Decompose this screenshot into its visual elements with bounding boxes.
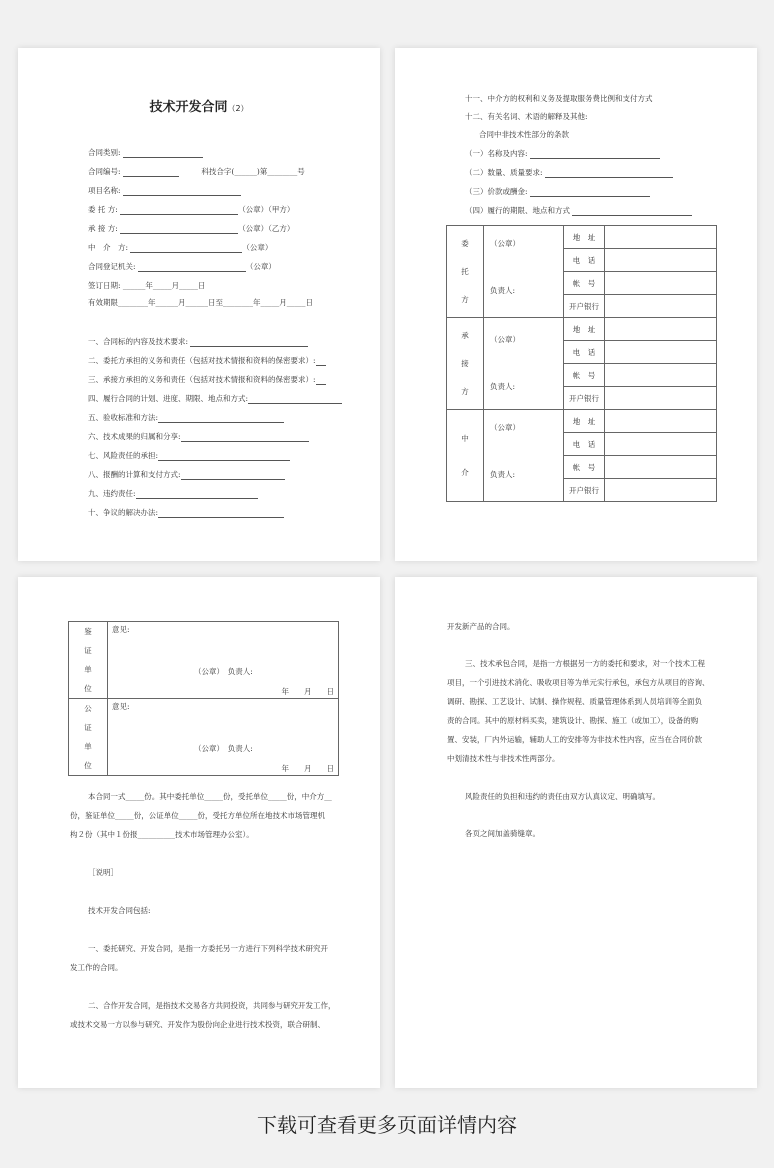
clause-1: 一、合同标的内容及技术要求: <box>88 337 308 347</box>
seal-note: 各页之间加盖骑缝章。 <box>465 829 540 838</box>
info-value <box>605 272 717 295</box>
copies-line-3: 构２份（其中１份报__________技术市场管理办公室）。 <box>70 830 254 839</box>
unit-cell: 公 证 单 位 <box>69 699 108 776</box>
risk-note: 风险责任的负担和违约的责任由双方认真议定、明确填写。 <box>465 792 660 801</box>
contract-page-2 <box>395 48 757 561</box>
info-label: 地 址 <box>564 226 605 249</box>
note-intro: 技术开发合同包括: <box>88 906 151 915</box>
copies-line-2: 份，鉴证单位_____份，公证单位_____份，受托方单位所在地技术市场管理机 <box>70 811 325 820</box>
copies-line-1: 本合同一式_____份。其中委托单位_____份，受托单位_____份，中介方__ <box>88 792 332 801</box>
unit-cell: 鉴 证 单 位 <box>69 622 108 699</box>
non-technical-subtitle: 合同中非技术性部分的条款 <box>479 130 569 139</box>
seal-cell: （公章） 负责人: <box>484 410 564 502</box>
party-info-table <box>446 225 717 502</box>
field-contract-type: 合同类别: <box>88 148 203 158</box>
download-caption: 下载可查看更多页面详情内容 <box>257 1113 517 1137</box>
info-value <box>605 341 717 364</box>
note-title: ［说明］ <box>88 868 118 877</box>
field-contractor: 承 接 方: （公章）（乙方） <box>88 224 295 233</box>
party-cell: 中 介 <box>447 410 484 502</box>
clause-12: 十二、有关名词、术语的解释及其他: <box>465 112 588 121</box>
clause-11: 十一、中介方的权利和义务及提取服务费比例和支付方式 <box>465 94 653 103</box>
field-contract-number: 合同编号: 科技合字(______)第________号 <box>88 167 305 176</box>
info-label: 开户银行 <box>564 295 605 318</box>
contract-page-1 <box>18 48 380 561</box>
clause-3: 三、承接方承担的义务和责任（包括对技术情报和资料的保密要求）: <box>88 375 326 385</box>
note-1-line-2: 发工作的合同。 <box>70 963 123 972</box>
field-sign-date: 签订日期: ______年_____月_____日 <box>88 281 206 290</box>
note-2-line-2: 或技术交易一方以参与研究、开发作为股份向企业进行技术投资，联合研制、 <box>70 1020 325 1029</box>
item-term: （四）履行的期限、地点和方式 <box>465 206 692 216</box>
info-value <box>605 456 717 479</box>
info-value <box>605 318 717 341</box>
clause-7: 七、风险责任的承担: <box>88 451 290 461</box>
info-label: 开户银行 <box>564 387 605 410</box>
info-value <box>605 226 717 249</box>
info-value <box>605 295 717 318</box>
clause-8: 八、报酬的计算和支付方式: <box>88 470 285 480</box>
title-text: 技术开发合同 <box>149 100 228 115</box>
field-project-name: 项目名称: <box>88 186 241 196</box>
info-label: 地 址 <box>564 318 605 341</box>
opinion-cell: 意见: （公章） 负责人: 年 月 日 <box>108 699 339 776</box>
item-name: （一）名称及内容: <box>465 149 660 159</box>
table-row <box>447 410 717 433</box>
info-label: 帐 号 <box>564 364 605 387</box>
table-row <box>447 318 717 341</box>
seal-cell: （公章） 负责人: <box>484 226 564 318</box>
clause-3-line-6: 中划清技术性与非技术性两部分。 <box>447 754 560 763</box>
info-label: 帐 号 <box>564 272 605 295</box>
table-row <box>69 699 339 776</box>
note-1-line-1: 一、委托研究、开发合同，是指一方委托另一方进行下列科学技术研究开 <box>88 944 328 953</box>
clause-3-line-2: 项目，一个引进技术消化、吸收项目等为单元实行承包，承包方从项目的咨询、 <box>447 678 710 687</box>
continued-line: 开发新产品的合同。 <box>447 622 515 631</box>
party-cell: 承 接 方 <box>447 318 484 410</box>
clause-3-line-1: 三、技术承包合同，是指一方根据另一方的委托和要求，对一个技术工程 <box>465 659 705 668</box>
seal-cell: （公章） 负责人: <box>484 318 564 410</box>
info-label: 地 址 <box>564 410 605 433</box>
info-value <box>605 410 717 433</box>
party-cell: 委 托 方 <box>447 226 484 318</box>
clause-3-line-3: 调研、勘探、工艺设计、试制、操作规程、质量管理体系到人员培训等全面负 <box>447 697 702 706</box>
note-2-line-1: 二、合作开发合同，是指技术交易各方共同投资，共同参与研究开发工作， <box>88 1001 336 1010</box>
item-quantity: （二）数量、质量要求: <box>465 168 673 178</box>
clause-5: 五、验收标准和方法: <box>88 413 284 423</box>
info-value <box>605 387 717 410</box>
opinion-cell: 意见: （公章） 负责人: 年 月 日 <box>108 622 339 699</box>
title-suffix: （2） <box>227 104 249 113</box>
info-label: 开户银行 <box>564 479 605 502</box>
info-value <box>605 479 717 502</box>
clause-3-line-4: 责的合同。其中的原材料买卖，建筑设计、勘探、施工（或加工），设备的购 <box>447 716 699 725</box>
clause-2: 二、委托方承担的义务和责任（包括对技术情报和资料的保密要求）: <box>88 356 326 366</box>
info-value <box>605 364 717 387</box>
contract-page-4 <box>395 577 757 1088</box>
certification-table <box>68 621 339 776</box>
info-label: 电 话 <box>564 433 605 456</box>
item-price: （三）价款或酬金: <box>465 187 650 197</box>
table-row <box>447 226 717 249</box>
clause-3-line-5: 置、安装，厂内外运输，辅助人工的安排等为非技术性内容，应当在合同价款 <box>447 735 702 744</box>
clause-4: 四、履行合同的计划、进度、期限、地点和方式: <box>88 394 342 404</box>
clause-9: 九、违约责任: <box>88 489 258 499</box>
field-client: 委 托 方: （公章）（甲方） <box>88 205 295 214</box>
info-value <box>605 249 717 272</box>
contract-title <box>18 96 380 115</box>
contract-page-3 <box>18 577 380 1088</box>
info-label: 电 话 <box>564 249 605 272</box>
info-label: 电 话 <box>564 341 605 364</box>
info-value <box>605 433 717 456</box>
info-label: 帐 号 <box>564 456 605 479</box>
clause-10: 十、争议的解决办法: <box>88 508 284 518</box>
clause-6: 六、技术成果的归属和分享: <box>88 432 309 442</box>
field-registration-authority: 合同登记机关: （公章） <box>88 262 276 271</box>
field-validity: 有效期限________年______月______日至________年_____月_____日 <box>88 298 313 307</box>
field-intermediary: 中 介 方: （公章） <box>88 243 273 252</box>
table-row <box>69 622 339 699</box>
